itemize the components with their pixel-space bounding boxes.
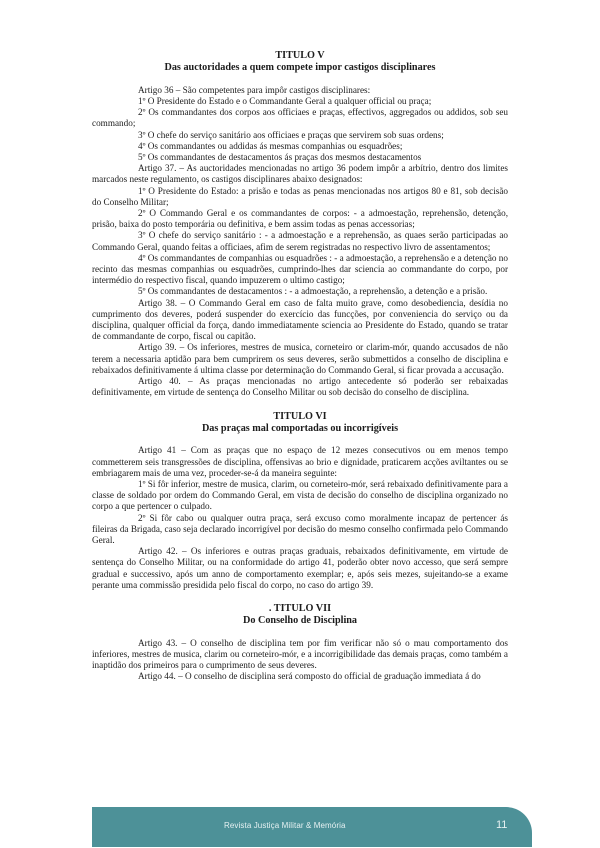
paragraph: Artigo 37. – As auctoridades mencionadas no artigo 36 podem impôr a arbítrio, dentro dos limites marcados neste regulamento, os castigos disciplinares abaixo designados:	[92, 163, 508, 185]
paragraph: 4º Os commandantes ou addidas ás mesmas companhias ou esquadrões;	[138, 140, 403, 151]
paragraph: Artigo 38. – O Commando Geral em caso de falta muito grave, como desobediencia, desídia no cumprimento dos deveres, poderá suspender do exercício das funcções, por conveniencia do serviço ou da disciplina, qualquer official da força, dando immediatamente sciencia ao Presidente do Estado, quando se tratar de commandante de corpo, fiscal ou capitão.	[92, 297, 508, 342]
journal-title: Revista Justiça Militar & Memória	[224, 821, 346, 830]
section-title: TITULO VI	[273, 410, 327, 422]
paragraph: Artigo 43. – O conselho de disciplina tem por fim verificar não só o mau comportamento dos inferiores, mestres de musica, clarim ou corneteiro-mór, e a incorrigibilidade das demais praças, como também a inaptidão dos primeiros para o cumprimento de seus deveres.	[92, 637, 508, 671]
section-title: TITULO V	[275, 50, 325, 61]
paragraph: Artigo 39. – Os inferiores, mestres de musica, corneteiro or clarim-mór, quando accusados de não terem a necessaria aptidão para bem cumprirem os seus deveres, serão submettidos a conselho de disciplina e rebaixados definitivamente á ultima classe por determinação do Commando Geral, si ficar provada a accusação.	[92, 342, 508, 375]
paragraph: 4º Os commandantes de companhias ou esquadrões : - a admoestação, a reprehensão e a detenção no recinto das mesmas companhias ou esquadrões, cumprindo-lhes dar sciencia ao commandante do corpo, por intermédio do respectivo fiscal, quando impuzerem o ultimo castigo;	[92, 252, 508, 286]
document-body	[92, 50, 508, 695]
paragraph: 5º Os commandantes de destacamentos ás praças dos mesmos destacamentos	[138, 152, 422, 163]
paragraph: 1º Si fôr inferior, mestre de musica, clarim, ou corneteiro-mór, será rebaixado definitivamente para a classe de soldado por ordem do Commando Geral, em vista de decisão do conselho de disciplina organizado no corpo a que pertencer o culpado.	[92, 478, 508, 512]
section-titulo-vii	[92, 603, 508, 683]
paragraph: Artigo 41 – Com as praças que no espaço de 12 mezes consecutivos ou em menos tempo commetterem seis transgressões de disciplina, offensivas ao brio e dignidade, praticarem acções aviltantes ou se embriagarem mais de uma vez, proceder-se-á da maneira seguinte:	[92, 445, 508, 478]
paragraph: 2º Os commandantes dos corpos aos officiaes e praças, effectivos, aggregados ou addidos, sob seu commando;	[92, 107, 508, 129]
section-subtitle: Das auctoridades a quem compete impor castigos disciplinares	[164, 62, 436, 74]
paragraph: 3º O chefe do serviço sanitário aos officiaes e praças que servirem sob suas ordens;	[138, 129, 444, 140]
page-number: 11	[496, 819, 508, 831]
section-subtitle: Das praças mal comportadas ou incorrigíveis	[201, 422, 399, 434]
section-title: . TITULO VII	[268, 602, 332, 614]
paragraph: Artigo 36 – São competentes para impôr castigos disciplinares:	[138, 84, 371, 95]
paragraph: Artigo 40. – As praças mencionadas no artigo antecedente só poderão ser rebaixadas definitivamente, em virtude de sentença do Conselho Militar ou sob decisão do conselho de disciplina.	[92, 376, 508, 398]
paragraph: 3º O chefe do serviço sanitário : - a admoestação e a reprehensão, as quaes serão participadas ao Commando Geral, quando feitas a officiaes, afim de serem registradas no respectivo livro de assentamentos;	[92, 230, 508, 252]
paragraph: 1º O Presidente do Estado: a prisão e todas as penas mencionadas nos artigos 80 e 81, sob decisão do Conselho Militar;	[92, 185, 508, 207]
section-titulo-vi	[92, 411, 508, 591]
page-footer	[92, 807, 532, 847]
paragraph: 2º O Commando Geral e os commandantes de corpos: - a admoestação, reprehensão, detenção, prisão, baixa do posto temporária ou definitiva, e bem assim todas as penas accessorias;	[92, 208, 508, 230]
paragraph: 5º Os commandantes de destacamentos : - a admoestação, a reprehensão, a detenção e a prisão.	[138, 286, 488, 297]
paragraph: Artigo 44. – O conselho de disciplina será composto do official de graduação immediata á do	[138, 671, 481, 682]
section-titulo-v	[92, 50, 508, 399]
paragraph: 2º Si fôr cabo ou qualquer outra praça, será excuso como moralmente incapaz de pertencer ás fileiras da Brigada, caso seja declarado incorrigível por decisão do mesmo conselho confirmada pelo Commando Geral.	[92, 512, 508, 545]
paragraph: Artigo 42. – Os inferiores e outras praças graduais, rebaixados definitivamente, em virtude de sentença do Conselho Militar, ou na conformidade do artigo 41, poderão obter novo accesso, que será sempre gradual e successivo, após um anno de comportamento exemplar; e, após seis mezes, sujeitando-se a exame perante uma commissão presidida pelo fiscal do corpo, no caso do artigo 39.	[92, 546, 508, 590]
section-subtitle: Do Conselho de Disciplina	[242, 615, 358, 627]
paragraph: 1º O Presidente do Estado e o Commandante Geral a qualquer official ou praça;	[138, 96, 432, 107]
